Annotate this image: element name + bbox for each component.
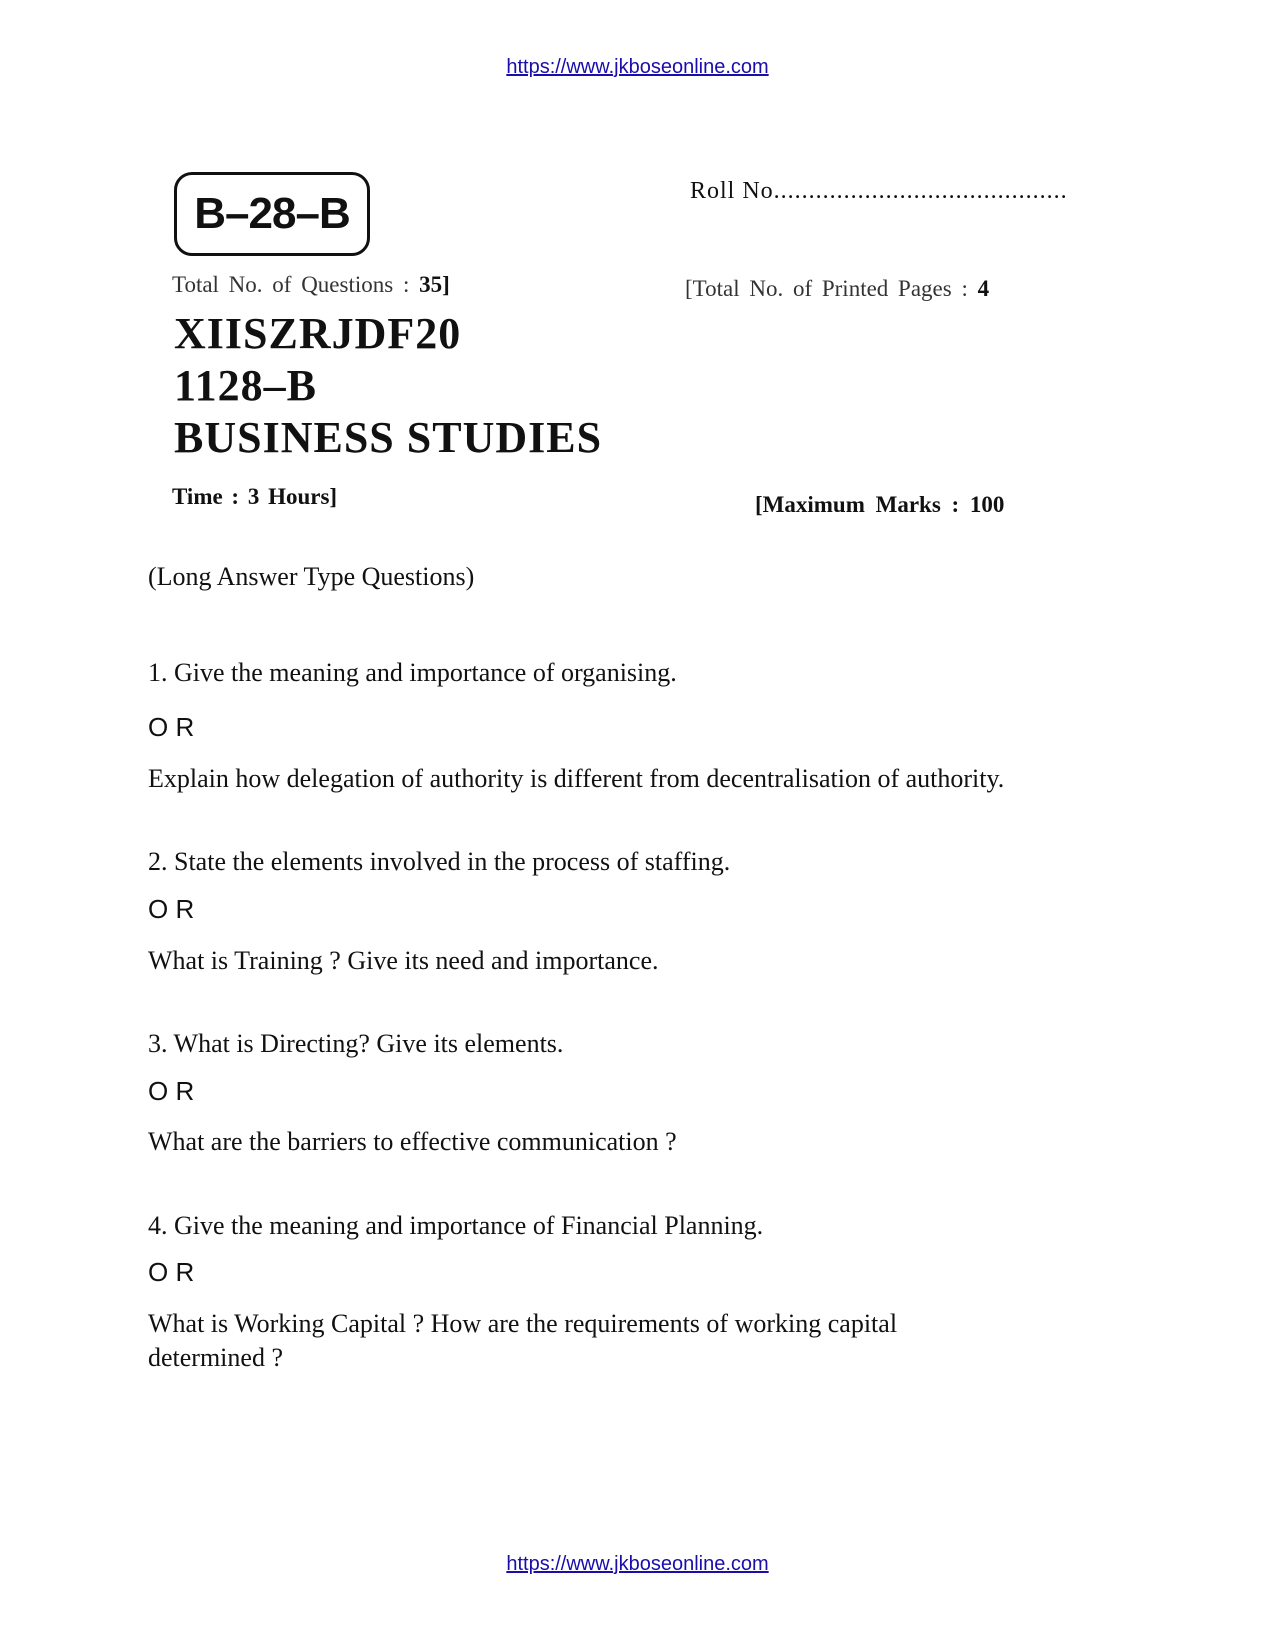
or-label-2: O R	[148, 894, 195, 924]
question-4: 4. Give the meaning and importance of Financial Planning.	[148, 1211, 764, 1240]
or-label-3: O R	[148, 1076, 195, 1106]
or-label-4: O R	[148, 1257, 195, 1287]
exam-code: XIISZRJDF20	[174, 309, 462, 358]
roll-number-field: Roll No..........................................	[690, 178, 1068, 204]
printed-pages-label: [Total No. of Printed Pages :	[685, 276, 968, 301]
paper-code-box: B–28–B	[174, 172, 370, 256]
exam-time: Time : 3 Hours]	[172, 484, 338, 509]
question-1-alternative: Explain how delegation of authority is different from decentralisation of authority.	[148, 764, 1005, 793]
total-questions	[172, 272, 450, 298]
paper-number: 1128–B	[174, 361, 317, 410]
question-3: 3. What is Directing? Give its elements.	[148, 1029, 564, 1058]
site-link-top[interactable]: https://www.jkboseonline.com	[506, 56, 769, 78]
question-1: 1. Give the meaning and importance of organising.	[148, 658, 677, 687]
site-link-bottom[interactable]: https://www.jkboseonline.com	[506, 1553, 769, 1575]
total-questions-label: Total No. of Questions :	[172, 272, 410, 297]
or-label-1: O R	[148, 712, 195, 742]
maximum-marks: [Maximum Marks : 100	[755, 492, 1005, 517]
printed-pages-value: 4	[977, 276, 990, 301]
printed-pages	[685, 276, 989, 302]
question-2-alternative: What is Training ? Give its need and importance.	[148, 946, 659, 975]
total-questions-value: 35]	[419, 272, 450, 297]
scanned-header	[150, 150, 1070, 570]
question-3-alternative: What are the barriers to effective communication ?	[148, 1127, 677, 1156]
question-4-alternative: What is Working Capital ? How are the requirements of working capital determined ?	[148, 1309, 898, 1372]
question-2: 2. State the elements involved in the process of staffing.	[148, 847, 731, 876]
subject-title: BUSINESS STUDIES	[174, 413, 603, 462]
section-title: (Long Answer Type Questions)	[148, 562, 475, 591]
